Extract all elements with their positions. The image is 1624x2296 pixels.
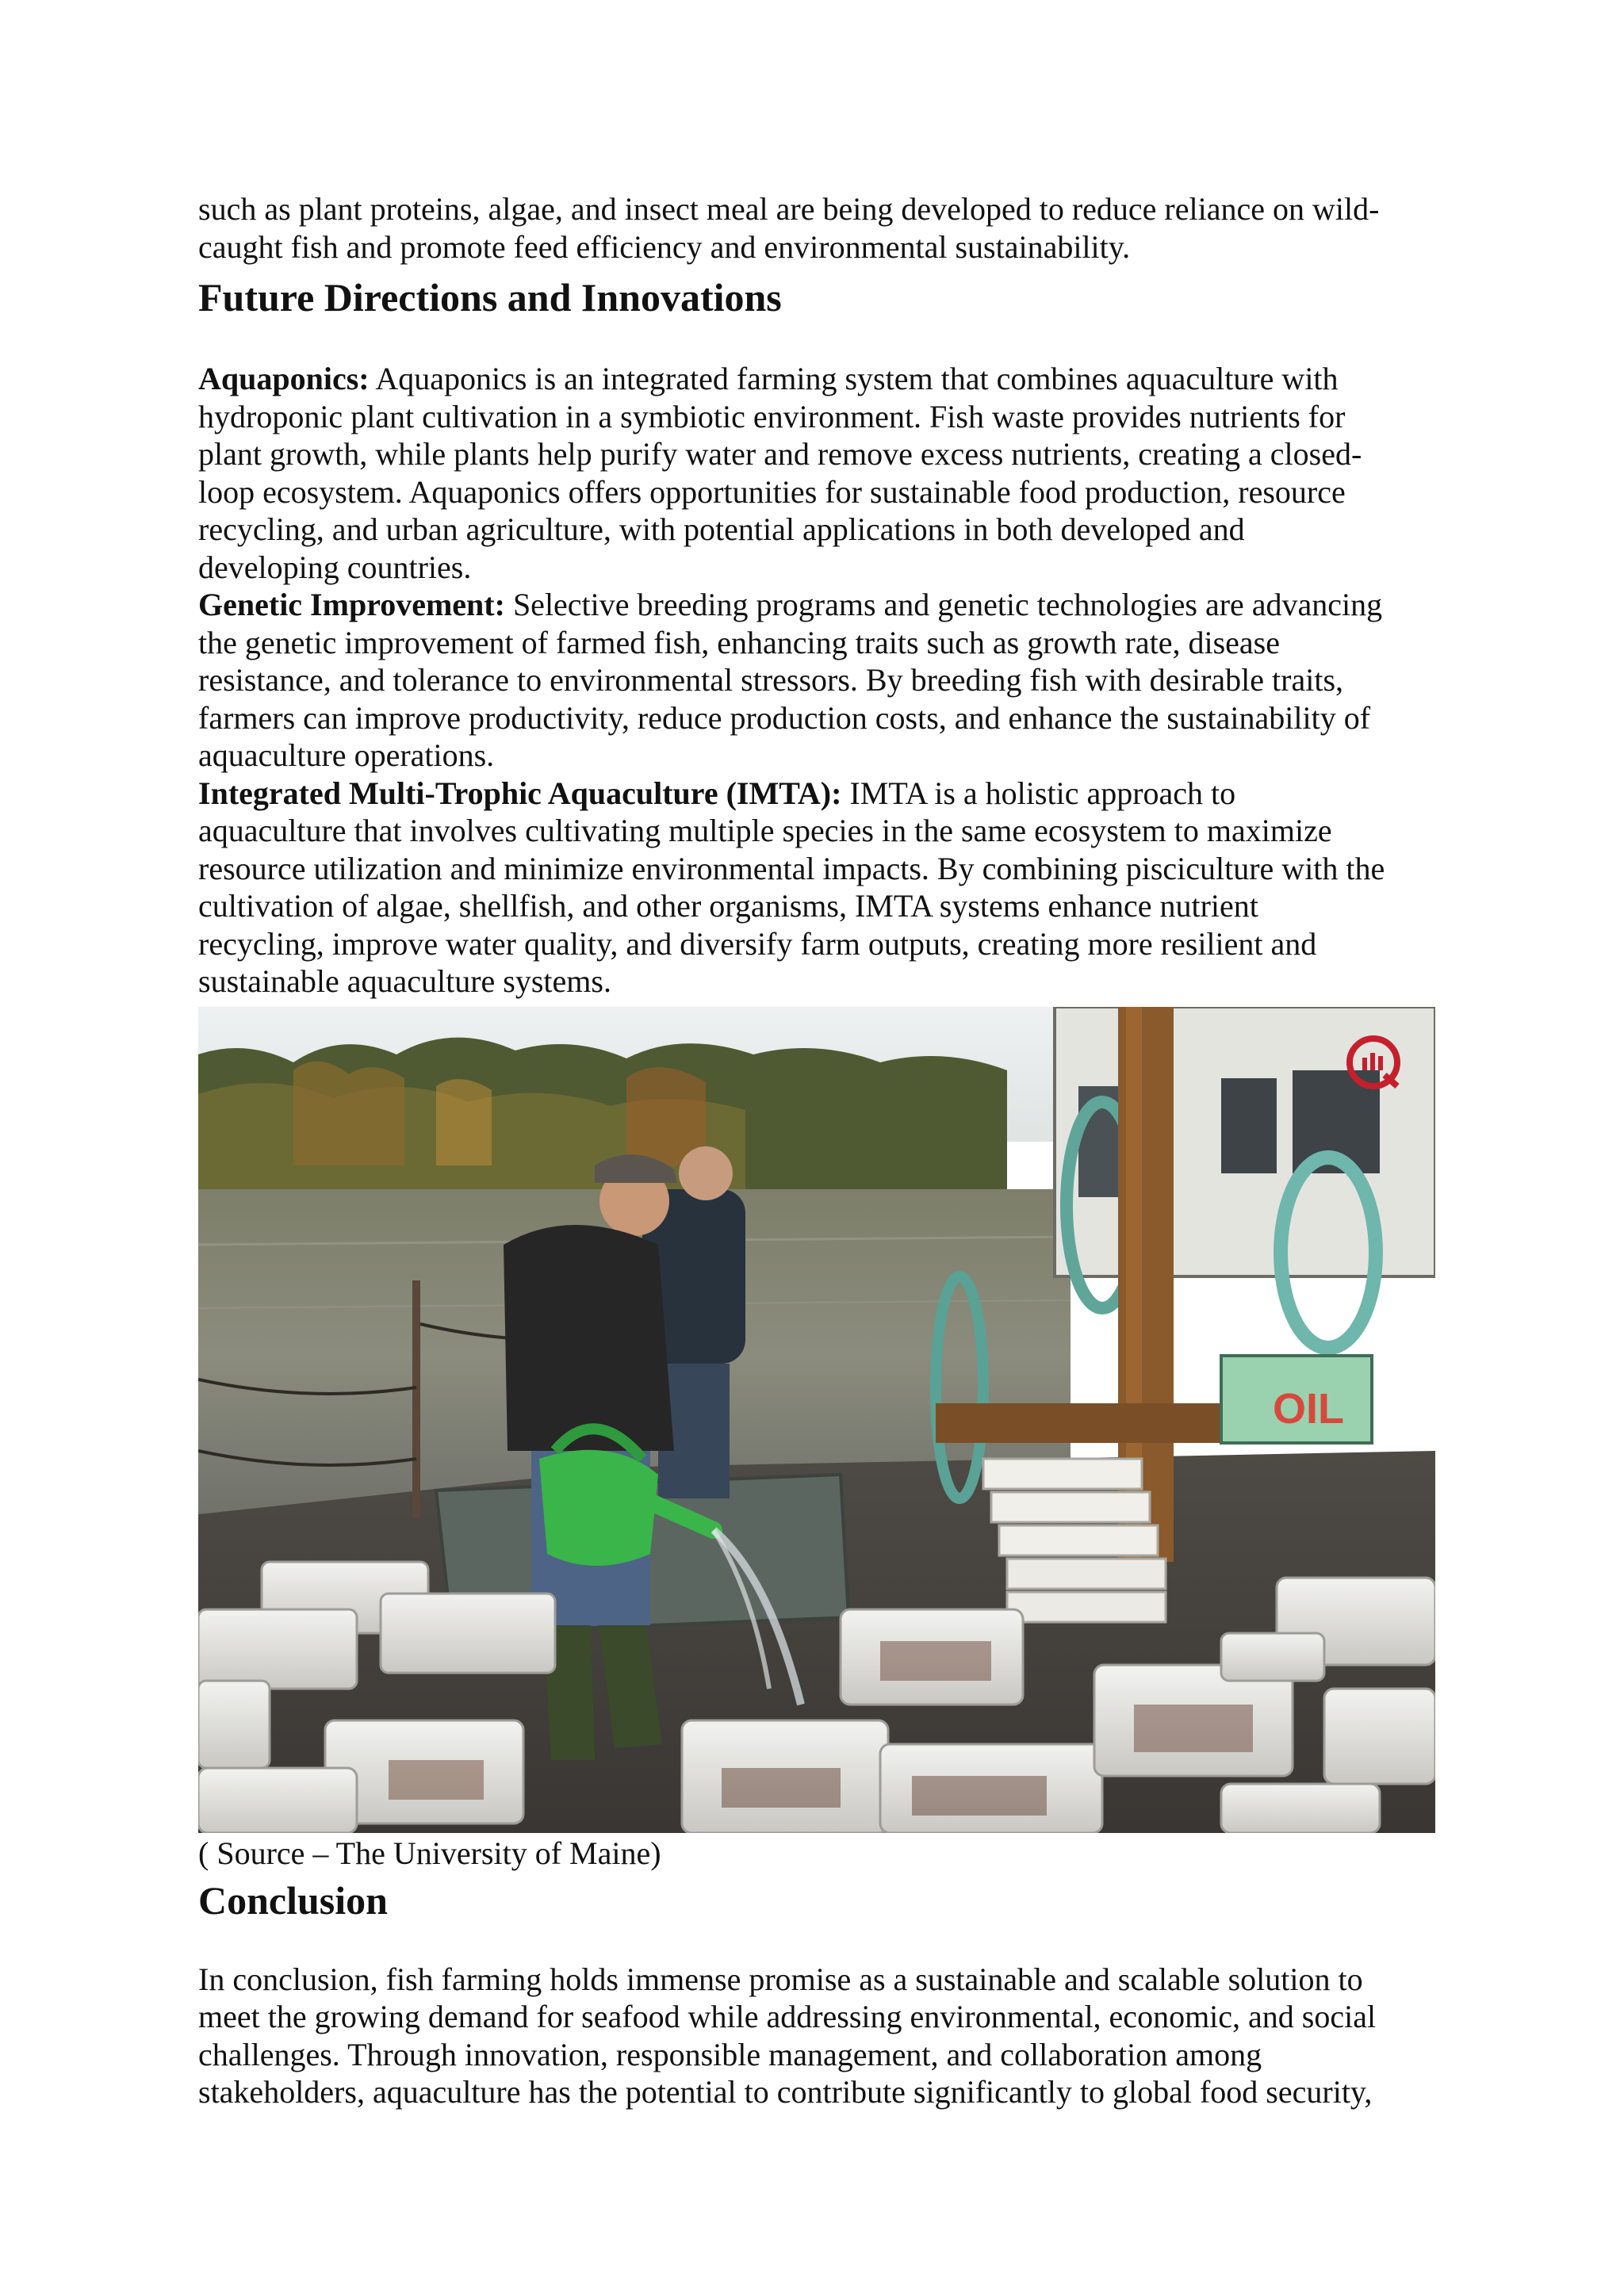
oil-sign: OIL: [1273, 1384, 1344, 1433]
paragraph-imta: [198, 775, 1435, 1001]
conclusion-paragraph: In conclusion, fish farming holds immense promise as a sustainable and scalable solution to meet the growing demand for seafood while addressing environmental, economic, and social challenges. Through innovation, responsible management, and collaboration among stakeholders, aquaculture has the potential to contribute significantly to global food security,: [198, 1961, 1377, 2110]
paragraph-genetic-improvement: [198, 586, 1435, 775]
watermark-logo-icon: [1345, 1034, 1402, 1091]
section-heading-future: Future Directions and Innovations: [198, 275, 782, 320]
section-heading-conclusion: Conclusion: [198, 1877, 388, 1923]
term-aquaponics: Aquaponics:: [198, 361, 370, 396]
term-imta: Integrated Multi-Trophic Aquaculture (IMTA):: [198, 775, 842, 811]
text-imta: IMTA is a holistic approach to aquaculture that involves cultivating multiple species in the same ecosystem to maximize resource utilization and minimize environmental impacts. By combining pisciculture with the cultivation of algae, shellfish, and other organisms, IMTA systems enhance nutrient recycling, improve water quality, and diversify farm outputs, creating more resilient and sustainable aquaculture systems.: [198, 775, 1385, 999]
document-page: [198, 190, 1435, 2111]
stacked-trays: [983, 1459, 1166, 1622]
aquaculture-photo: [198, 1007, 1435, 1833]
paragraph-aquaponics: [198, 360, 1435, 586]
text-aquaponics: Aquaponics is an integrated farming system that combines aquaculture with hydroponic plant cultivation in a symbiotic environment. Fish waste provides nutrients for plant growth, while plants help purify water and remove excess nutrients, creating a closed- loop ecosystem. Aquaponics offers opportunities for sustainable food production, resource recycling, and urban agriculture, with potential applications in both developed and developing countries.: [198, 361, 1362, 585]
photo-caption: ( Source – The University of Maine): [198, 1835, 661, 1871]
text-genetic-improvement: Selective breeding programs and genetic technologies are advancing the genetic improvement of farmed fish, enhancing traits such as growth rate, disease resistance, and tolerance to environmental stressors. By breeding fish with desirable traits, farmers can improve productivity, reduce production costs, and enhance the sustainability of aquaculture operations.: [198, 587, 1383, 773]
intro-paragraph: such as plant proteins, algae, and insect meal are being developed to reduce reliance on wild- caught fish and promote feed efficiency and environmental sustainability.: [198, 191, 1380, 265]
term-genetic-improvement: Genetic Improvement:: [198, 587, 505, 622]
